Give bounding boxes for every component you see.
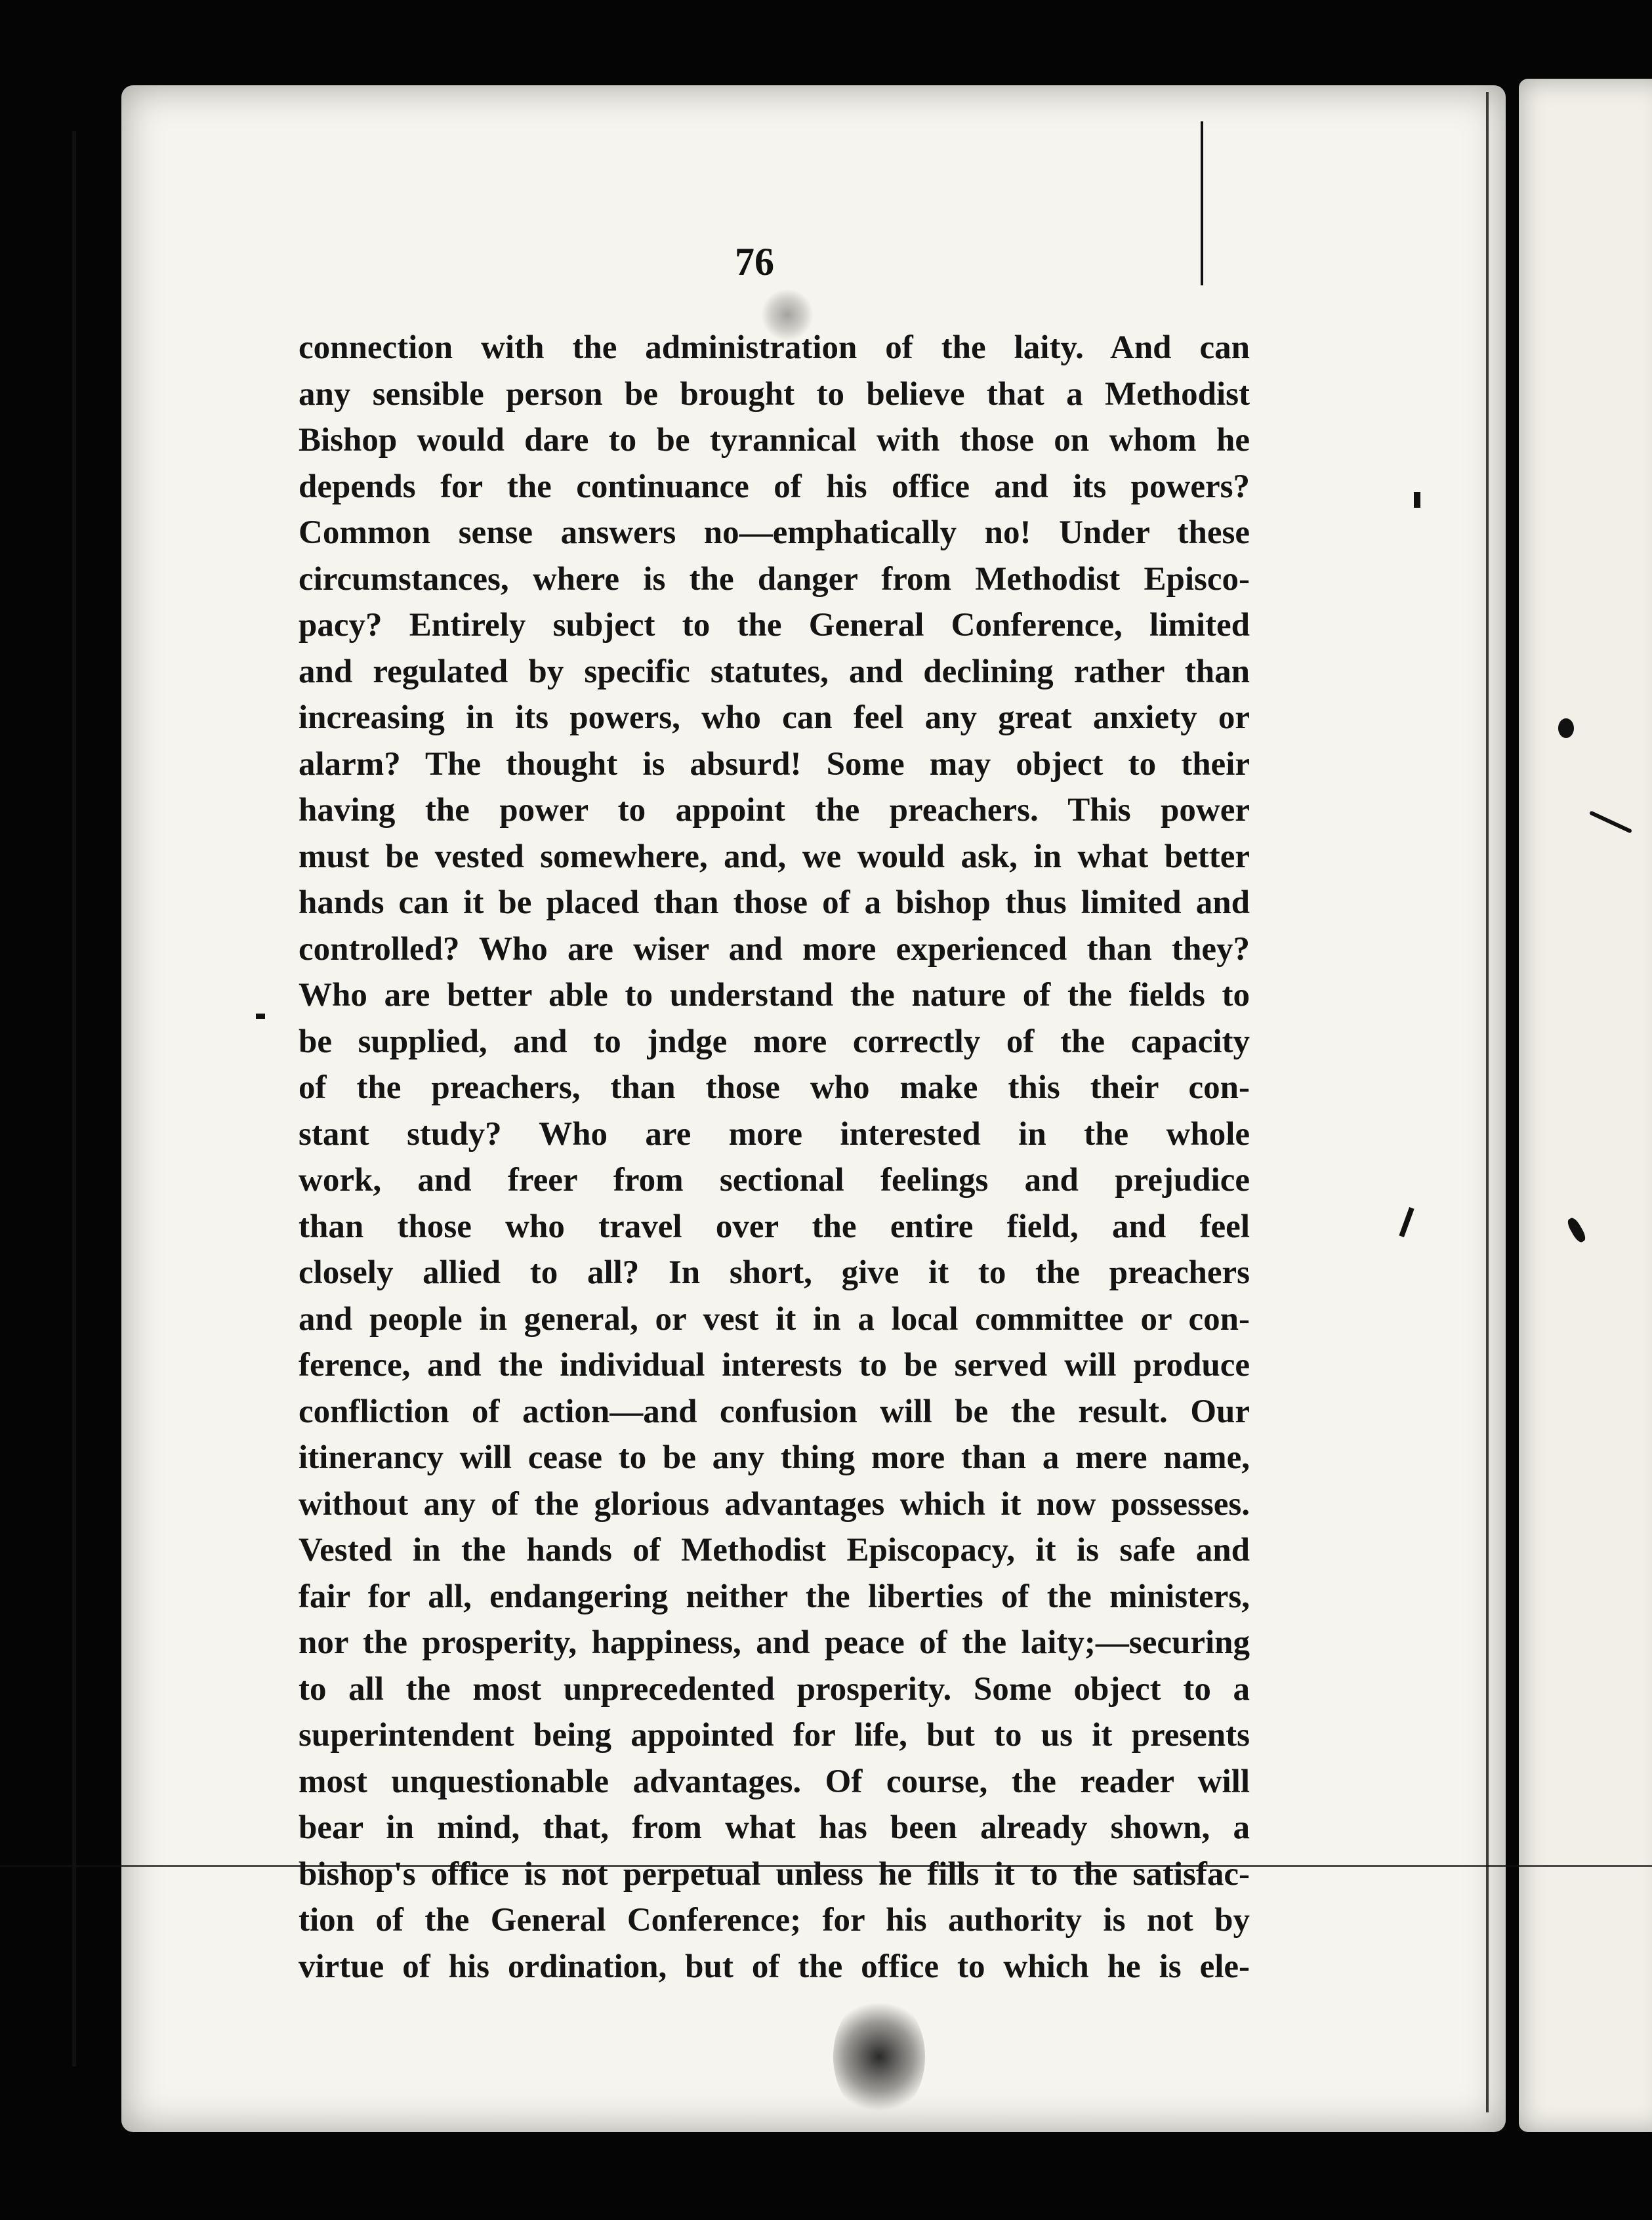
text-line: pacy? Entirely subject to the General Conference, limited xyxy=(299,607,1250,644)
text-line: increasing in its powers, who can feel any great anxiety or xyxy=(299,699,1250,736)
page-number: 76 xyxy=(735,240,774,283)
text-line: circumstances, where is the danger from Methodist Episco- xyxy=(299,560,1250,598)
text-line: bishop's office is not perpetual unless he fills it to the satisfac- xyxy=(299,1855,1250,1893)
text-line: Bishop would dare to be tyrannical with those on whom he xyxy=(299,422,1250,459)
text-line: closely allied to all? In short, give it to the preachers xyxy=(299,1254,1250,1291)
ink-blot xyxy=(833,1994,925,2119)
text-line: ference, and the individual interests to be served will produce xyxy=(299,1347,1250,1384)
text-line: fair for all, endangering neither the liberties of the ministers, xyxy=(299,1578,1250,1615)
text-line: Who are better able to understand the nature of the fields to xyxy=(299,977,1250,1014)
text-line: hands can it be placed than those of a bishop thus limited and xyxy=(299,884,1250,921)
text-line: virtue of his ordination, but of the office to which he is ele- xyxy=(299,1948,1250,1985)
margin-speck xyxy=(256,1014,265,1019)
text-line: stant study? Who are more interested in the whole xyxy=(299,1115,1250,1153)
text-line: any sensible person be brought to believe that a Methodist xyxy=(299,375,1250,413)
text-line: and regulated by specific statutes, and declining rather than xyxy=(299,653,1250,690)
text-line: alarm? The thought is absurd! Some may object to their xyxy=(299,745,1250,783)
margin-speck xyxy=(1558,718,1574,738)
gutter-line xyxy=(72,131,76,2066)
text-line: must be vested somewhere, and, we would ask, in what better xyxy=(299,838,1250,875)
text-line: Common sense answers no—emphatically no! Under these xyxy=(299,514,1250,551)
text-line: be supplied, and to jndge more correctly of the capacity xyxy=(299,1023,1250,1060)
text-line: work, and freer from sectional feelings and prejudice xyxy=(299,1162,1250,1199)
margin-speck xyxy=(1414,492,1420,508)
ink-blot xyxy=(761,289,814,341)
text-line: superintendent being appointed for life, but to us it presents xyxy=(299,1717,1250,1754)
text-line: and people in general, or vest it in a local committee or con- xyxy=(299,1300,1250,1338)
text-line: confliction of action—and confusion will be the result. Our xyxy=(299,1393,1250,1430)
text-line: bear in mind, that, from what has been already shown, a xyxy=(299,1809,1250,1846)
text-line: controlled? Who are wiser and more experienced than they? xyxy=(299,930,1250,968)
text-line: to all the most unprecedented prosperity. Some object to a xyxy=(299,1670,1250,1708)
text-line: Vested in the hands of Methodist Episcopacy, it is safe and xyxy=(299,1532,1250,1569)
text-line: depends for the continuance of his office and its powers? xyxy=(299,468,1250,505)
adjacent-page-edge xyxy=(1519,79,1652,2132)
body-text xyxy=(299,325,1250,1990)
text-line: of the preachers, than those who make this their con- xyxy=(299,1069,1250,1106)
text-line: nor the prosperity, happiness, and peace of the laity;—securing xyxy=(299,1624,1250,1661)
text-line: without any of the glorious advantages which it now possesses. xyxy=(299,1485,1250,1523)
text-line: having the power to appoint the preachers. This power xyxy=(299,792,1250,829)
text-line: tion of the General Conference; for his authority is not by xyxy=(299,1902,1250,1939)
margin-mark xyxy=(1201,121,1203,285)
text-line: than those who travel over the entire field, and feel xyxy=(299,1208,1250,1245)
text-line: connection with the administration of the laity. And can xyxy=(299,329,1250,366)
page-edge-line xyxy=(1486,92,1489,2112)
text-line: most unquestionable advantages. Of course, the reader will xyxy=(299,1763,1250,1800)
text-line: itinerancy will cease to be any thing more than a mere name, xyxy=(299,1439,1250,1476)
